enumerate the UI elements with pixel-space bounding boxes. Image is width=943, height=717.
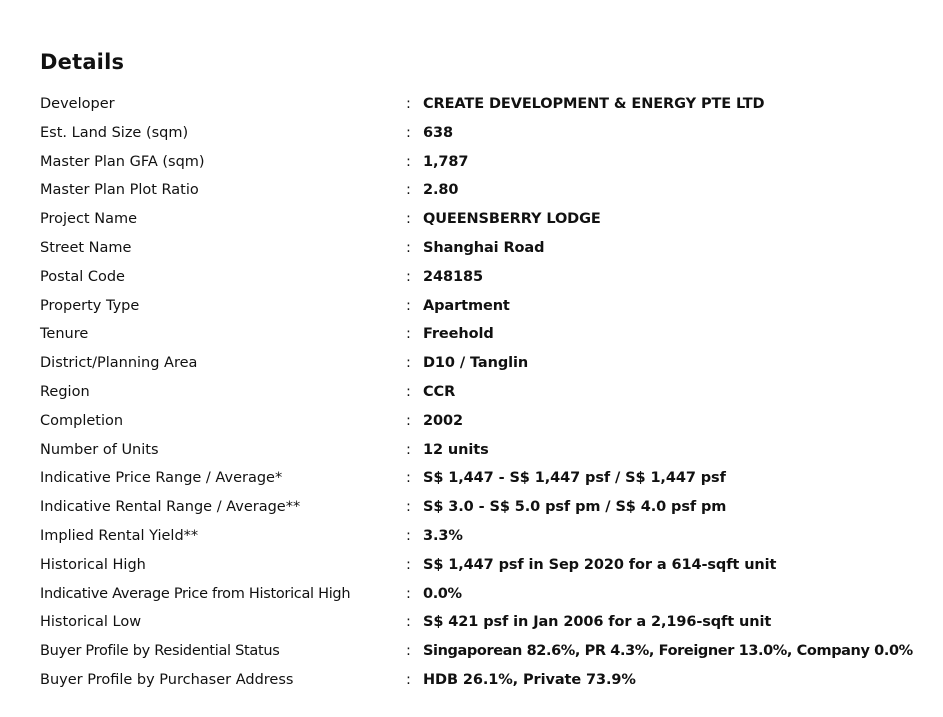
detail-row-land-size: [0, 119, 943, 148]
detail-value: 12 units: [423, 441, 489, 458]
detail-value: HDB 26.1%, Private 73.9%: [423, 671, 636, 688]
detail-separator: :: [406, 585, 411, 602]
detail-value: 1,787: [423, 153, 469, 170]
detail-separator: :: [406, 96, 411, 112]
detail-label: Buyer Profile by Residential Status: [40, 643, 280, 660]
detail-separator: :: [406, 470, 411, 487]
detail-label: Buyer Profile by Purchaser Address: [40, 671, 294, 688]
detail-row-buyer-residential-status: [0, 637, 943, 666]
detail-row-region: [0, 378, 943, 407]
detail-separator: :: [406, 643, 411, 660]
detail-value: QUEENSBERRY LODGE: [423, 211, 601, 228]
detail-separator: :: [406, 326, 411, 343]
detail-separator: :: [406, 297, 411, 314]
detail-label: Indicative Rental Range / Average**: [40, 499, 301, 516]
detail-separator: :: [406, 412, 411, 429]
detail-label: Indicative Price Range / Average*: [40, 470, 283, 487]
detail-value: CREATE DEVELOPMENT & ENERGY PTE LTD: [423, 96, 765, 112]
detail-value: 638: [423, 124, 453, 141]
detail-label: Est. Land Size (sqm): [40, 124, 189, 141]
detail-separator: :: [406, 383, 411, 400]
detail-label: Region: [40, 383, 90, 400]
detail-row-district: [0, 349, 943, 378]
detail-row-gfa: [0, 148, 943, 177]
detail-label: Master Plan GFA (sqm): [40, 153, 205, 170]
section-title: Details: [40, 50, 125, 74]
detail-label: Historical High: [40, 556, 146, 573]
detail-row-developer: [0, 90, 943, 119]
detail-value: S$ 1,447 psf in Sep 2020 for a 614-sqft unit: [423, 556, 777, 573]
detail-value: S$ 3.0 - S$ 5.0 psf pm / S$ 4.0 psf pm: [423, 499, 727, 516]
detail-label: Number of Units: [40, 441, 159, 458]
detail-label: Street Name: [40, 239, 132, 256]
detail-row-buyer-purchaser-address: [0, 666, 943, 695]
detail-label: District/Planning Area: [40, 355, 198, 372]
detail-row-rental-range: [0, 493, 943, 522]
detail-value: S$ 1,447 - S$ 1,447 psf / S$ 1,447 psf: [423, 470, 726, 487]
detail-label: Master Plan Plot Ratio: [40, 182, 199, 199]
detail-value: 2.80: [423, 182, 459, 199]
detail-separator: :: [406, 614, 411, 631]
detail-row-number-of-units: [0, 436, 943, 465]
detail-separator: :: [406, 268, 411, 285]
detail-row-completion: [0, 407, 943, 436]
detail-value: D10 / Tanglin: [423, 355, 529, 372]
detail-separator: :: [406, 556, 411, 573]
detail-separator: :: [406, 124, 411, 141]
detail-value: Apartment: [423, 297, 510, 314]
details-list: [0, 90, 943, 695]
detail-value: Singaporean 82.6%, PR 4.3%, Foreigner 13.0%, Company 0.0%: [423, 643, 913, 660]
detail-row-postal-code: [0, 263, 943, 292]
detail-row-rental-yield: [0, 522, 943, 551]
detail-label: Postal Code: [40, 268, 125, 285]
detail-separator: :: [406, 499, 411, 516]
detail-value: Freehold: [423, 326, 494, 343]
detail-row-plot-ratio: [0, 176, 943, 205]
detail-row-historical-low: [0, 608, 943, 637]
detail-separator: :: [406, 671, 411, 688]
detail-separator: :: [406, 182, 411, 199]
detail-value: 3.3%: [423, 527, 463, 544]
detail-row-price-range: [0, 464, 943, 493]
detail-value: 248185: [423, 268, 483, 285]
detail-separator: :: [406, 441, 411, 458]
detail-label: Property Type: [40, 297, 140, 314]
detail-value: S$ 421 psf in Jan 2006 for a 2,196-sqft unit: [423, 614, 772, 631]
detail-label: Completion: [40, 412, 124, 429]
detail-row-tenure: [0, 320, 943, 349]
detail-separator: :: [406, 527, 411, 544]
detail-label: Historical Low: [40, 614, 142, 631]
detail-value: 2002: [423, 412, 463, 429]
detail-row-property-type: [0, 292, 943, 321]
detail-row-project-name: [0, 205, 943, 234]
detail-separator: :: [406, 239, 411, 256]
detail-row-price-from-high: [0, 580, 943, 609]
detail-separator: :: [406, 153, 411, 170]
detail-separator: :: [406, 355, 411, 372]
detail-separator: :: [406, 211, 411, 228]
detail-label: Tenure: [40, 326, 89, 343]
detail-label: Project Name: [40, 211, 137, 228]
detail-value: 0.0%: [423, 585, 462, 602]
detail-label: Implied Rental Yield**: [40, 527, 199, 544]
detail-value: CCR: [423, 383, 456, 400]
detail-value: Shanghai Road: [423, 239, 545, 256]
detail-row-historical-high: [0, 551, 943, 580]
detail-label: Indicative Average Price from Historical High: [40, 585, 351, 602]
detail-label: Developer: [40, 96, 115, 112]
detail-row-street-name: [0, 234, 943, 263]
